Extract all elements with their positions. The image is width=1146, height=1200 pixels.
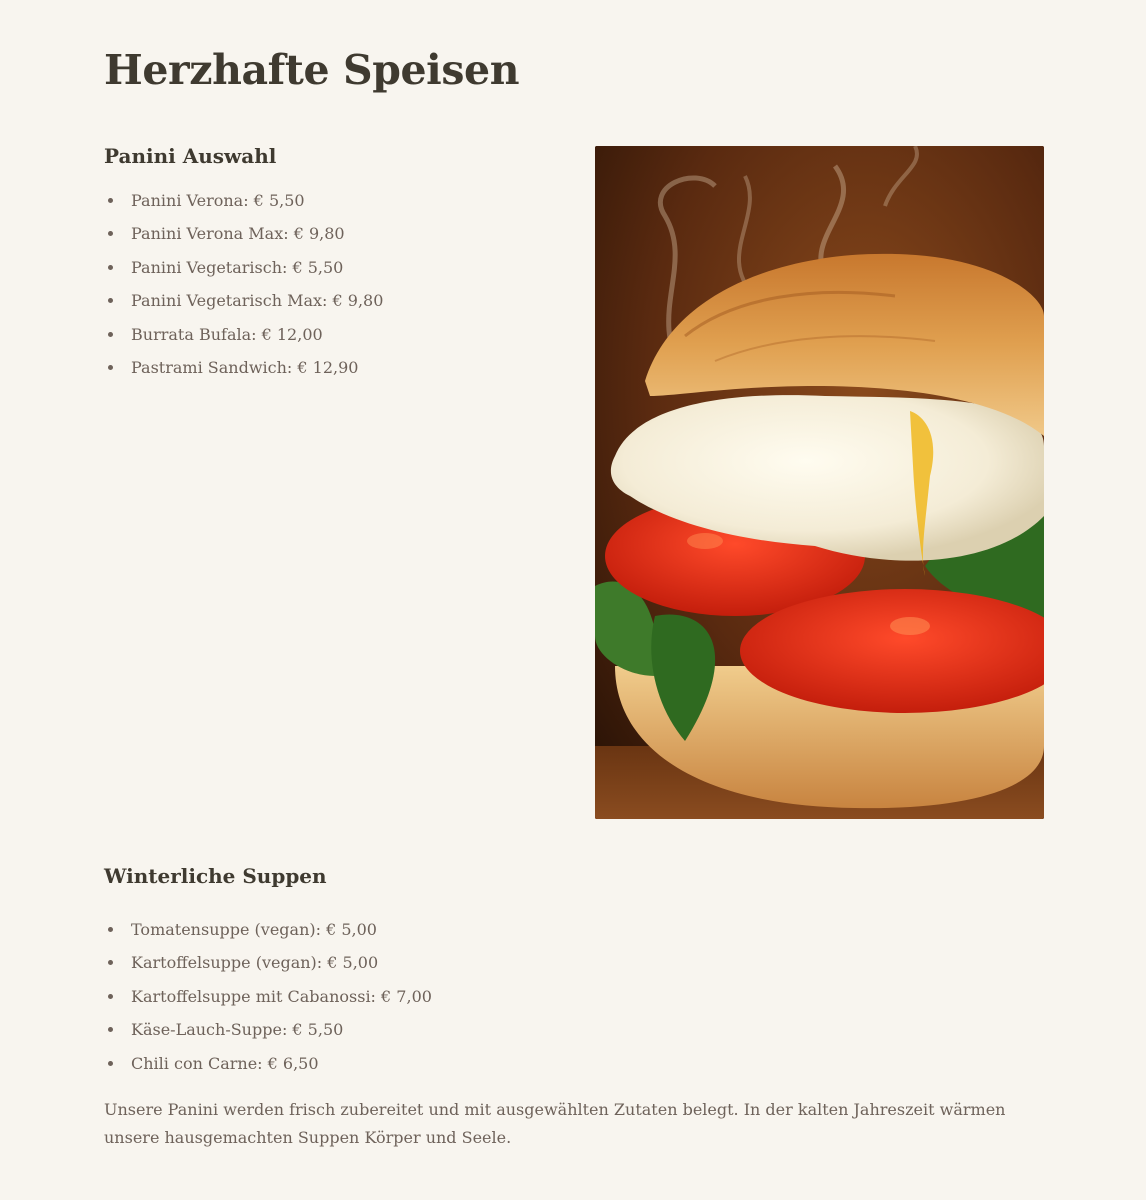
- menu-item-text: Kartoffelsuppe (vegan): € 5,00: [131, 953, 379, 973]
- list-item: [104, 354, 574, 387]
- panini-section-title: Panini Auswahl: [104, 144, 277, 168]
- list-item: [104, 983, 574, 1016]
- list-item: [104, 187, 574, 220]
- bullet-icon: [108, 1027, 113, 1032]
- list-item: [104, 1016, 574, 1049]
- bullet-icon: [108, 298, 113, 303]
- menu-item-text: Panini Vegetarisch Max: € 9,80: [131, 291, 384, 311]
- bullet-icon: [108, 265, 113, 270]
- suppen-section-title: Winterliche Suppen: [104, 864, 327, 888]
- menu-item-text: Panini Verona Max: € 9,80: [131, 224, 345, 244]
- bullet-icon: [108, 1061, 113, 1066]
- menu-item-text: Tomatensuppe (vegan): € 5,00: [131, 920, 377, 939]
- menu-item-text: Käse-Lauch-Suppe: € 5,50: [131, 1020, 344, 1040]
- bullet-icon: [108, 994, 113, 999]
- bullet-icon: [108, 198, 113, 203]
- menu-item-text: Burrata Bufala: € 12,00: [131, 324, 323, 344]
- menu-item-text: Kartoffelsuppe mit Cabanossi: € 7,00: [131, 986, 432, 1006]
- list-item: [104, 287, 574, 320]
- suppen-list: [104, 916, 574, 1083]
- bullet-icon: [108, 927, 113, 932]
- panini-list: [104, 187, 574, 387]
- bullet-icon: [108, 960, 113, 965]
- list-item: [104, 1050, 574, 1083]
- menu-item-text: Pastrami Sandwich: € 12,90: [131, 357, 359, 377]
- list-item: [104, 916, 574, 949]
- menu-item-text: Chili con Carne: € 6,50: [131, 1053, 319, 1073]
- footer-description: Unsere Panini werden frisch zubereitet und mit ausgewählten Zutaten belegt. In der kalten Jahreszeit wärmen unsere hausgemachten Suppen Körper und Seele.: [104, 1100, 1006, 1147]
- menu-item-text: Panini Vegetarisch: € 5,50: [131, 257, 344, 277]
- bullet-icon: [108, 332, 113, 337]
- panini-photo: [595, 146, 1044, 819]
- menu-page: [104, 0, 1044, 1200]
- bullet-icon: [108, 231, 113, 236]
- list-item: [104, 254, 574, 287]
- list-item: [104, 949, 574, 982]
- page-title: Herzhafte Speisen: [104, 46, 520, 94]
- list-item: [104, 220, 574, 253]
- bullet-icon: [108, 365, 113, 370]
- menu-item-text: Panini Verona: € 5,50: [131, 191, 305, 210]
- list-item: [104, 321, 574, 354]
